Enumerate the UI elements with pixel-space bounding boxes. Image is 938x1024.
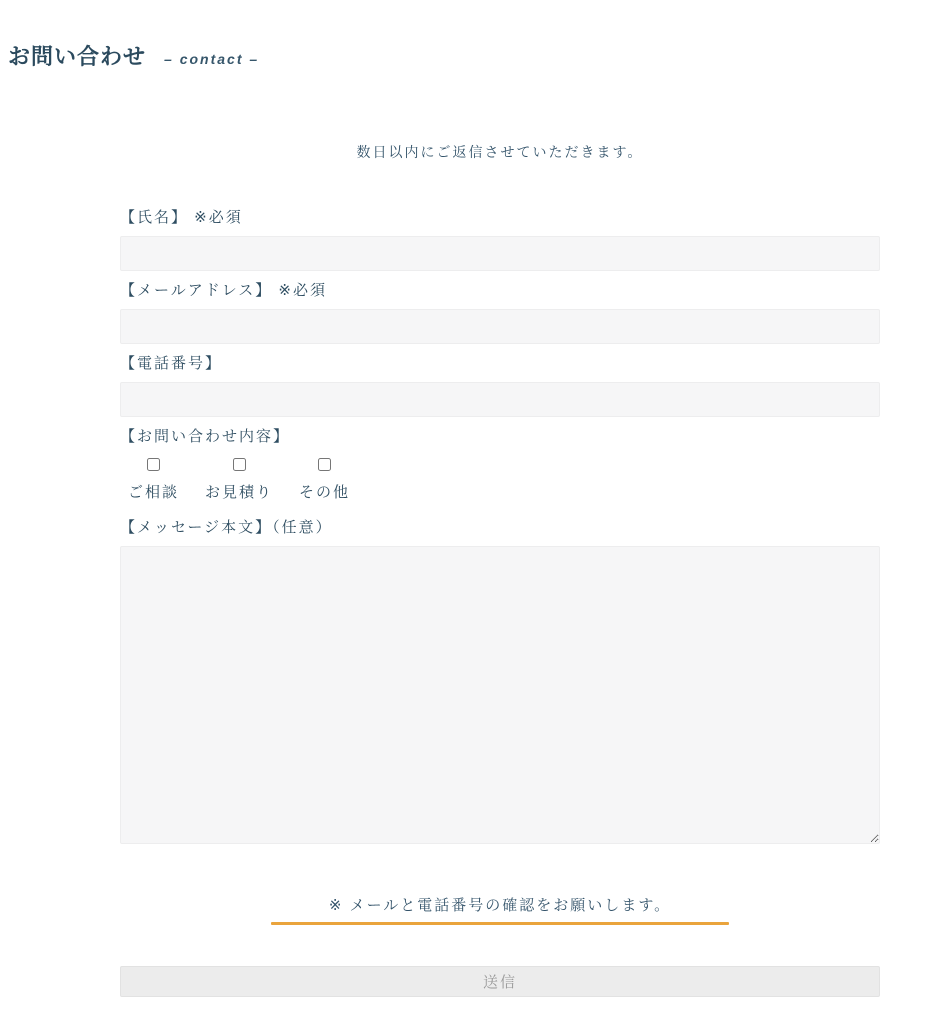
note-underline [271,922,729,925]
note-section [120,894,880,925]
inquiry-option-estimate[interactable] [205,458,273,502]
consultation-label: ご相談 [128,484,180,501]
note-text: ※ メールと電話番号の確認をお願いします。 [328,897,672,914]
message-label: 【メッセージ本文】（任意） [120,519,333,536]
email-input[interactable] [120,309,880,344]
inquiry-type-label: 【お問い合わせ内容】 [120,428,291,445]
consultation-checkbox[interactable] [147,458,160,471]
other-checkbox[interactable] [318,458,331,471]
name-input[interactable] [120,236,880,271]
message-textarea[interactable] [120,546,880,844]
contact-form [120,0,880,997]
email-label: 【メールアドレス】 ※必須 [120,282,327,299]
phone-label: 【電話番号】 [120,355,223,372]
inquiry-option-consultation[interactable] [128,458,179,502]
inquiry-option-other[interactable] [299,458,350,502]
phone-input[interactable] [120,382,880,417]
page-title: お問い合わせ [8,44,147,69]
submit-button[interactable]: 送信 [120,966,880,997]
estimate-checkbox[interactable] [233,458,246,471]
other-label: その他 [299,484,351,501]
inquiry-type-group [120,458,880,502]
intro-text: 数日以内にご返信させていただきます。 [356,144,644,160]
page-title-english: – contact – [164,51,260,67]
form-body [120,206,880,997]
name-label: 【氏名】 ※必須 [120,209,243,226]
estimate-label: お見積り [205,484,274,501]
